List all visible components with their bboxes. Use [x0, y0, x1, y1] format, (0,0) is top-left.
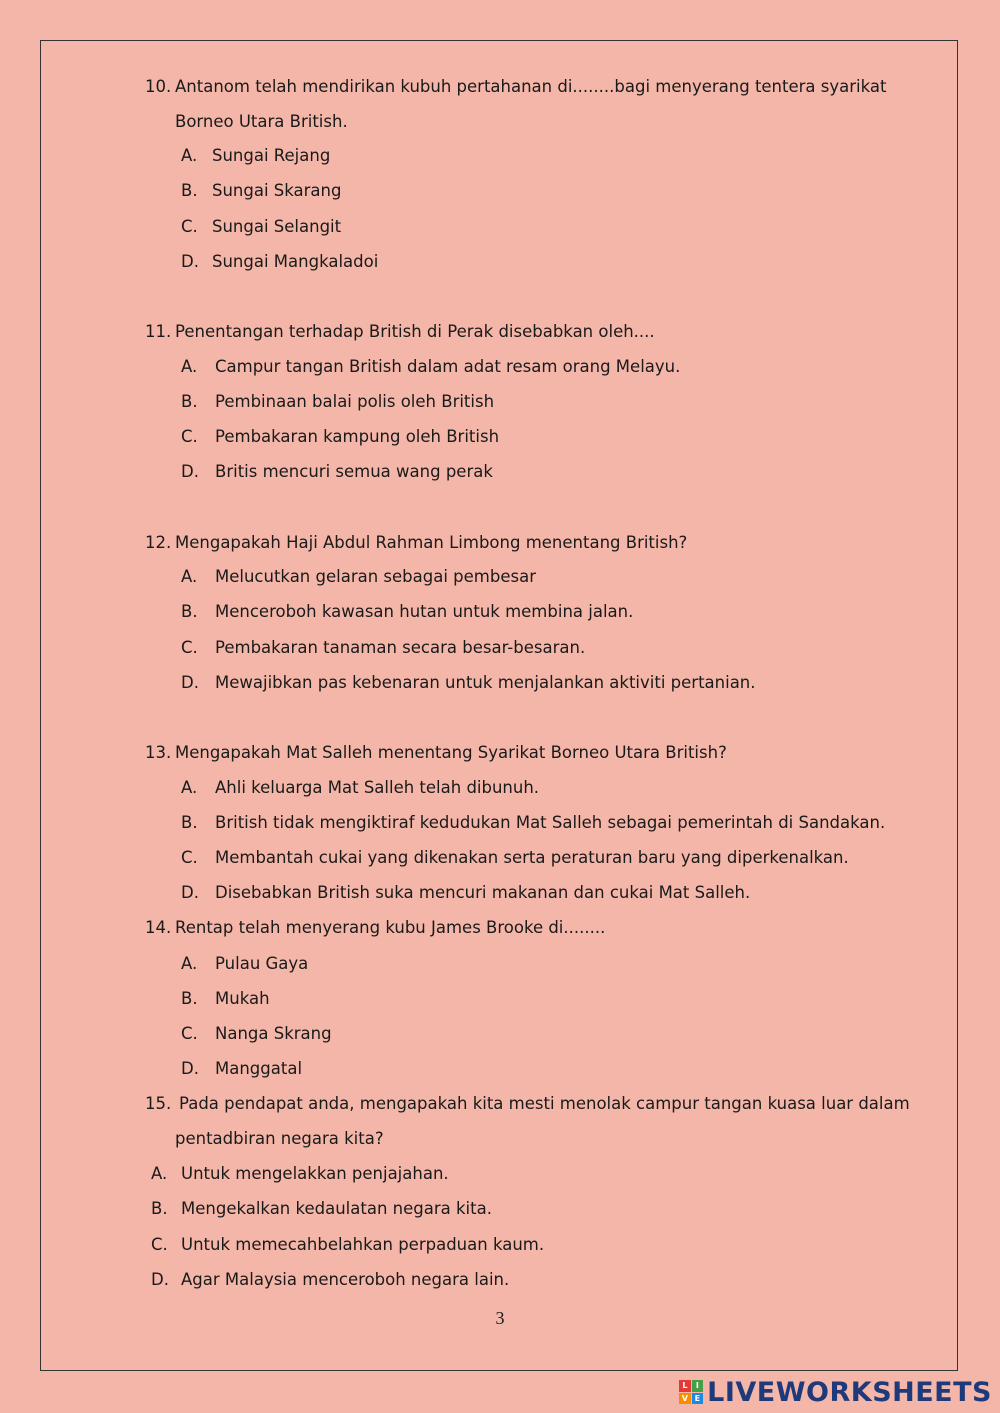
question-13-option-d[interactable]: D. Disebabkan British suka mencuri makanan dan cukai Mat Salleh. — [181, 883, 751, 902]
question-15-option-c[interactable]: C. Untuk memecahbelahkan perpaduan kaum. — [151, 1235, 545, 1254]
question-12-text: 12. Mengapakah Haji Abdul Rahman Limbong menentang British? — [145, 533, 688, 552]
question-10-option-a[interactable]: A. Sungai Rejang — [181, 146, 331, 165]
question-12-option-d[interactable]: D. Mewajibkan pas kebenaran untuk menjalankan aktiviti pertanian. — [181, 673, 756, 692]
brand-text: LIVEWORKSHEETS — [707, 1376, 992, 1408]
question-13-option-a[interactable]: A. Ahli keluarga Mat Salleh telah dibunuh. — [181, 778, 540, 797]
question-12-option-c[interactable]: C. Pembakaran tanaman secara besar-besaran. — [181, 638, 586, 657]
question-13-option-c[interactable]: C. Membantah cukai yang dikenakan serta peraturan baru yang diperkenalkan. — [181, 848, 849, 867]
question-15-option-a[interactable]: A. Untuk mengelakkan penjajahan. — [151, 1164, 449, 1183]
question-number: 13. — [145, 743, 172, 762]
question-number: 14. — [145, 918, 172, 937]
question-15-text: 15. Pada pendapat anda, mengapakah kita mesti menolak campur tangan kuasa luar dalam — [145, 1094, 910, 1113]
question-13-text: 13. Mengapakah Mat Salleh menentang Syarikat Borneo Utara British? — [145, 743, 727, 762]
question-15-text-continued: pentadbiran negara kita? — [175, 1129, 384, 1148]
question-12-option-b[interactable]: B. Menceroboh kawasan hutan untuk membina jalan. — [181, 602, 634, 621]
question-number: 15. — [145, 1094, 172, 1113]
question-15-option-b[interactable]: B. Mengekalkan kedaulatan negara kita. — [151, 1199, 492, 1218]
question-14-option-b[interactable]: B. Mukah — [181, 989, 270, 1008]
logo-icon: L I V E — [679, 1380, 703, 1404]
question-number: 12. — [145, 533, 172, 552]
question-10-text-continued: Borneo Utara British. — [175, 112, 348, 131]
question-11-option-c[interactable]: C. Pembakaran kampung oleh British — [181, 427, 500, 446]
question-11-option-b[interactable]: B. Pembinaan balai polis oleh British — [181, 392, 495, 411]
question-11-option-a[interactable]: A. Campur tangan British dalam adat resam orang Melayu. — [181, 357, 681, 376]
question-11-text: 11. Penentangan terhadap British di Perak disebabkan oleh.... — [145, 322, 655, 341]
question-10-option-d[interactable]: D. Sungai Mangkaladoi — [181, 252, 379, 271]
page-number: 3 — [495, 1308, 505, 1328]
question-11-option-d[interactable]: D. Britis mencuri semua wang perak — [181, 462, 493, 481]
question-10-option-b[interactable]: B. Sungai Skarang — [181, 181, 342, 200]
question-13-option-b[interactable]: B. British tidak mengiktiraf kedudukan Mat Salleh sebagai pemerintah di Sandakan. — [181, 813, 886, 832]
question-12-option-a[interactable]: A. Melucutkan gelaran sebagai pembesar — [181, 567, 536, 586]
question-number: 11. — [145, 322, 172, 341]
question-15-option-d[interactable]: D. Agar Malaysia menceroboh negara lain. — [151, 1270, 510, 1289]
question-10-option-c[interactable]: C. Sungai Selangit — [181, 217, 342, 236]
liveworksheets-logo — [679, 1375, 992, 1409]
question-10-text: 10. Antanom telah mendirikan kubuh pertahanan di........bagi menyerang tentera syarikat — [145, 77, 887, 96]
question-14-text: 14. Rentap telah menyerang kubu James Brooke di........ — [145, 918, 606, 937]
question-number: 10. — [145, 77, 172, 96]
question-14-option-d[interactable]: D. Manggatal — [181, 1059, 303, 1078]
question-14-option-a[interactable]: A. Pulau Gaya — [181, 954, 309, 973]
question-14-option-c[interactable]: C. Nanga Skrang — [181, 1024, 332, 1043]
